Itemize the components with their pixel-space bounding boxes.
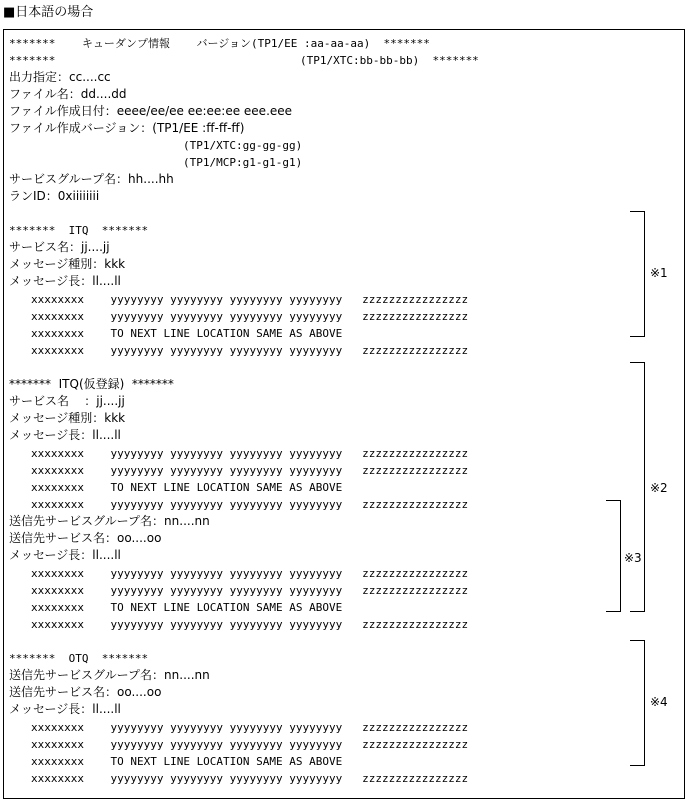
bracket-note-4 — [630, 640, 645, 766]
service-group-name: サービスグループ名：hh....hh — [9, 172, 174, 186]
dest-data-line-2: xxxxxxxx yyyyyyyy yyyyyyyy yyyyyyyy yyyyyyyy zzzzzzzzzzzzzzzz — [31, 584, 469, 597]
run-id: ランID：0xiiiiiiii — [9, 189, 100, 203]
itq-provisional-data-line-2: xxxxxxxx yyyyyyyy yyyyyyyy yyyyyyyy yyyyyyyy zzzzzzzzzzzzzzzz — [31, 464, 469, 477]
itq-service-name: サービス名：jj....jj — [9, 240, 110, 254]
itq-provisional-data-line-3: xxxxxxxx TO NEXT LINE LOCATION SAME AS ABOVE — [31, 481, 343, 494]
dump-header-line-1: ******* キューダンプ情報 バージョン(TP1/EE :aa-aa-aa) ******* — [9, 37, 430, 50]
note-1-label: ※1 — [650, 266, 668, 280]
otq-data-line-3: xxxxxxxx TO NEXT LINE LOCATION SAME AS ABOVE — [31, 755, 343, 768]
file-created-version-xtc: (TP1/XTC:gg-gg-gg) — [183, 139, 303, 152]
dump-header-line-2-right: (TP1/XTC:bb-bb-bb) ******* — [300, 54, 479, 67]
dest-data-line-3: xxxxxxxx TO NEXT LINE LOCATION SAME AS ABOVE — [31, 601, 343, 614]
note-2-label: ※2 — [650, 481, 668, 495]
bracket-note-1 — [630, 211, 645, 337]
dest-data-line-4: xxxxxxxx yyyyyyyy yyyyyyyy yyyyyyyy yyyyyyyy zzzzzzzzzzzzzzzz — [31, 618, 469, 631]
otq-data-line-4: xxxxxxxx yyyyyyyy yyyyyyyy yyyyyyyy yyyyyyyy zzzzzzzzzzzzzzzz — [31, 772, 469, 785]
itq-header: ******* ITQ ******* — [9, 224, 149, 237]
itq-provisional-message-type: メッセージ種別：kkk — [9, 411, 126, 425]
itq-data-line-4: xxxxxxxx yyyyyyyy yyyyyyyy yyyyyyyy yyyyyyyy zzzzzzzzzzzzzzzz — [31, 344, 469, 357]
otq-message-length: メッセージ長：ll....ll — [9, 702, 121, 716]
dest-service-name: 送信先サービス名：oo....oo — [9, 531, 162, 545]
dest-message-length: メッセージ長：ll....ll — [9, 548, 121, 562]
otq-data-line-2: xxxxxxxx yyyyyyyy yyyyyyyy yyyyyyyy yyyyyyyy zzzzzzzzzzzzzzzz — [31, 738, 469, 751]
otq-dest-service-group-name: 送信先サービスグループ名：nn....nn — [9, 668, 210, 682]
dest-service-group-name: 送信先サービスグループ名：nn....nn — [9, 514, 210, 528]
otq-data-line-1: xxxxxxxx yyyyyyyy yyyyyyyy yyyyyyyy yyyyyyyy zzzzzzzzzzzzzzzz — [31, 721, 469, 734]
itq-provisional-data-line-4: xxxxxxxx yyyyyyyy yyyyyyyy yyyyyyyy yyyyyyyy zzzzzzzzzzzzzzzz — [31, 498, 469, 511]
itq-provisional-service-name: サービス名 ：jj....jj — [9, 394, 125, 408]
bracket-note-2 — [630, 362, 645, 612]
file-created-version: ファイル作成バージョン：(TP1/EE :ff-ff-ff) — [9, 121, 245, 135]
note-4-label: ※4 — [650, 695, 668, 709]
output-spec: 出力指定：cc....cc — [9, 70, 111, 84]
itq-provisional-message-length: メッセージ長：ll....ll — [9, 428, 121, 442]
dump-header-line-2-left: ******* — [9, 54, 56, 67]
itq-data-line-1: xxxxxxxx yyyyyyyy yyyyyyyy yyyyyyyy yyyyyyyy zzzzzzzzzzzzzzzz — [31, 293, 469, 306]
bracket-note-3 — [606, 500, 621, 612]
itq-provisional-header: ******* ITQ(仮登録) ******* — [9, 377, 174, 391]
itq-message-length: メッセージ長：ll....ll — [9, 274, 121, 288]
otq-header: ******* OTQ ******* — [9, 652, 149, 665]
page-heading: ■日本語の場合 — [3, 5, 94, 20]
itq-data-line-3: xxxxxxxx TO NEXT LINE LOCATION SAME AS ABOVE — [31, 327, 343, 340]
file-name: ファイル名：dd....dd — [9, 87, 127, 101]
itq-message-type: メッセージ種別：kkk — [9, 257, 126, 271]
file-created-date: ファイル作成日付：eeee/ee/ee ee:ee:ee eee.eee — [9, 104, 293, 118]
itq-provisional-data-line-1: xxxxxxxx yyyyyyyy yyyyyyyy yyyyyyyy yyyyyyyy zzzzzzzzzzzzzzzz — [31, 447, 469, 460]
file-created-version-mcp: (TP1/MCP:g1-g1-g1) — [183, 156, 303, 169]
itq-data-line-2: xxxxxxxx yyyyyyyy yyyyyyyy yyyyyyyy yyyyyyyy zzzzzzzzzzzzzzzz — [31, 310, 469, 323]
note-3-label: ※3 — [624, 551, 642, 565]
otq-dest-service-name: 送信先サービス名：oo....oo — [9, 685, 162, 699]
dest-data-line-1: xxxxxxxx yyyyyyyy yyyyyyyy yyyyyyyy yyyyyyyy zzzzzzzzzzzzzzzz — [31, 567, 469, 580]
